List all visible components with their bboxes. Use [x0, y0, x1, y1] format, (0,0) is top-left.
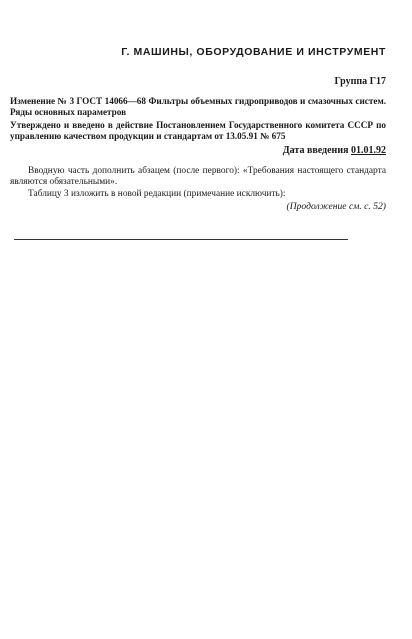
intro-paragraph: Вводную часть дополнить абзацем (после первого): «Требования настоящего стандарта являются обязательными». [10, 166, 386, 187]
table-paragraph: Таблицу 3 изложить в новой редакции (примечание исключить): [28, 189, 286, 199]
section-title: Г. МАШИНЫ, ОБОРУДОВАНИЕ И ИНСТРУМЕНТ [121, 46, 386, 58]
effective-date-label: Дата введения [282, 145, 349, 156]
approval-statement: Утверждено и введено в действие Постановлением Государственного комитета СССР по управлению качеством продукции и стандартам от 13.05.91 № 675 [10, 120, 386, 141]
effective-date-value: 01.01.92 [351, 145, 386, 156]
horizontal-divider [14, 239, 348, 240]
amendment-title: Изменение № 3 ГОСТ 14066—68 Фильтры объемных гидроприводов и смазочных систем. Ряды основных параметров [10, 96, 386, 117]
group-code: Группа Г17 [334, 76, 386, 87]
continuation-note: (Продолжение см. с. 52) [286, 201, 386, 212]
effective-date [283, 145, 386, 156]
